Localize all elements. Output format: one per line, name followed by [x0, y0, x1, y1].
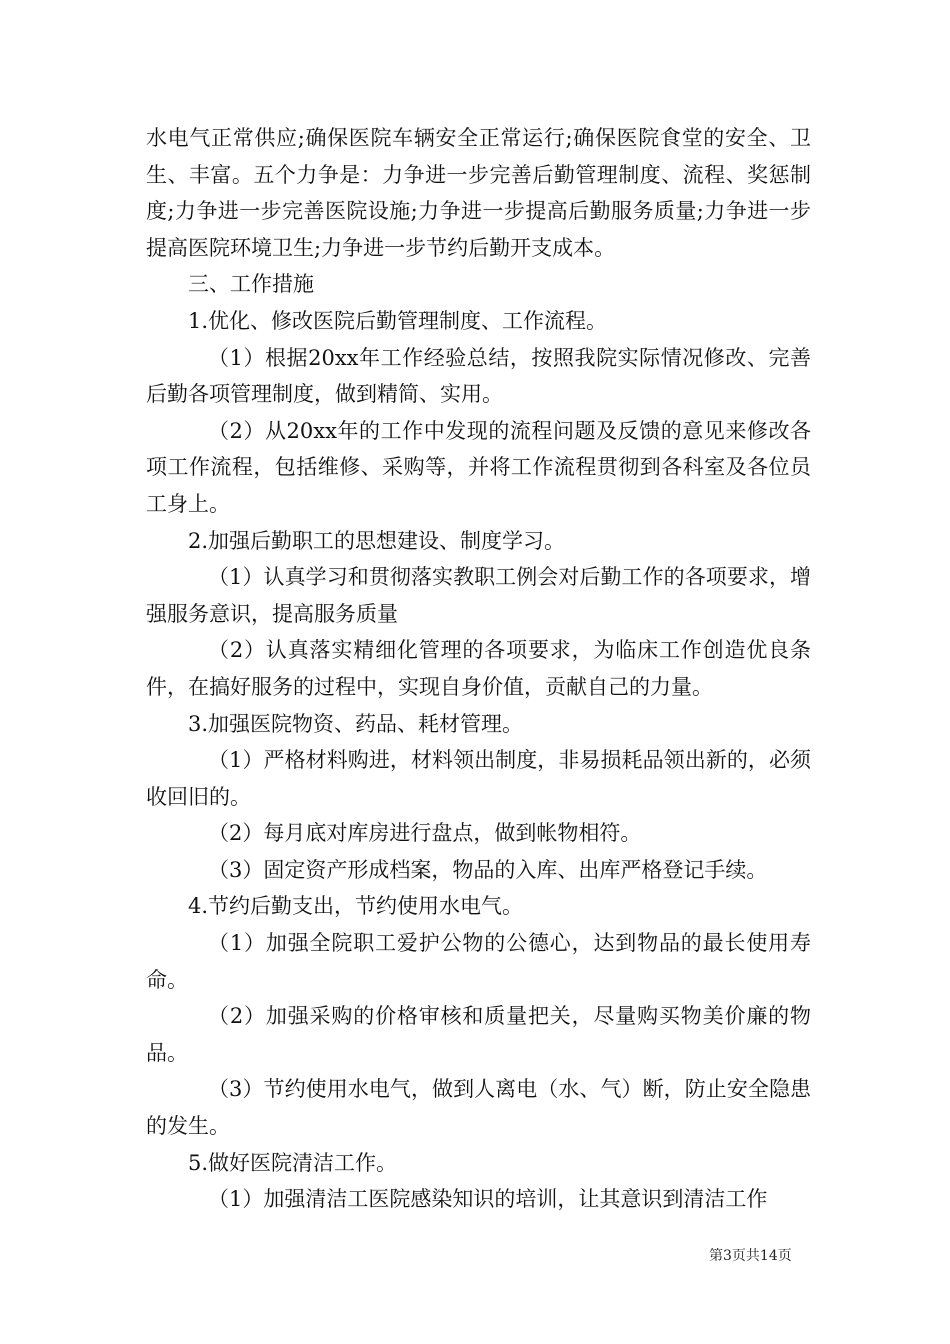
sub-item: （3）固定资产形成档案，物品的入库、出库严格登记手续。 — [208, 857, 768, 882]
sub-item: （1）加强清洁工医院感染知识的培训，让其意识到清洁工作 — [208, 1187, 768, 1212]
sub-item: （1）认真学习和贯彻落实教职工例会对后勤工作的各项要求，增强服务意识，提高服务质量 — [146, 565, 811, 626]
item-heading: 4.节约后勤支出，节约使用水电气。 — [188, 894, 524, 919]
sub-item: （3）节约使用水电气，做到人离电（水、气）断，防止安全隐患的发生。 — [146, 1077, 811, 1139]
sub-item: （2）从20xx年的工作中发现的流程问题及反馈的意见来修改各项工作流程，包括维修、采购等，并将工作流程贯彻到各科室及各位员工身上。 — [146, 418, 811, 516]
document-body — [146, 120, 811, 1218]
sub-item: （2）加强采购的价格审核和质量把关，尽量购买物美价廉的物品。 — [146, 1004, 811, 1065]
item-heading: 2.加强后勤职工的思想建设、制度学习。 — [188, 528, 566, 553]
item-heading: 1.优化、修改医院后勤管理制度、工作流程。 — [188, 308, 608, 333]
sub-item: （1）根据20xx年工作经验总结，按照我院实际情况修改、完善后勤各项管理制度，做到精简、实用。 — [146, 345, 811, 407]
item-heading: 3.加强医院物资、药品、耗材管理。 — [188, 711, 524, 736]
sub-item: （1）严格材料购进，材料领出制度，非易损耗品领出新的，必须收回旧的。 — [146, 748, 811, 809]
sub-item: （2）每月底对库房进行盘点，做到帐物相符。 — [208, 821, 642, 846]
paragraph: 水电气正常供应;确保医院车辆安全正常运行;确保医院食堂的安全、卫生、丰富。五个力争是：力争进一步完善后勤管理制度、流程、奖惩制度;力争进一步完善医院设施;力争进一步提高后勤服务质量;力争进一步提高医院环境卫生;力争进一步节约后勤开支成本。 — [146, 126, 811, 260]
section-heading: 三、工作措施 — [188, 272, 314, 297]
item-heading: 5.做好医院清洁工作。 — [188, 1150, 398, 1175]
page-number: 第3页共14页 — [709, 1248, 792, 1264]
sub-item: （2）认真落实精细化管理的各项要求，为临床工作创造优良条件，在搞好服务的过程中，实现自身价值，贡献自己的力量。 — [146, 638, 811, 699]
sub-item: （1）加强全院职工爱护公物的公德心，达到物品的最长使用寿命。 — [146, 931, 811, 992]
